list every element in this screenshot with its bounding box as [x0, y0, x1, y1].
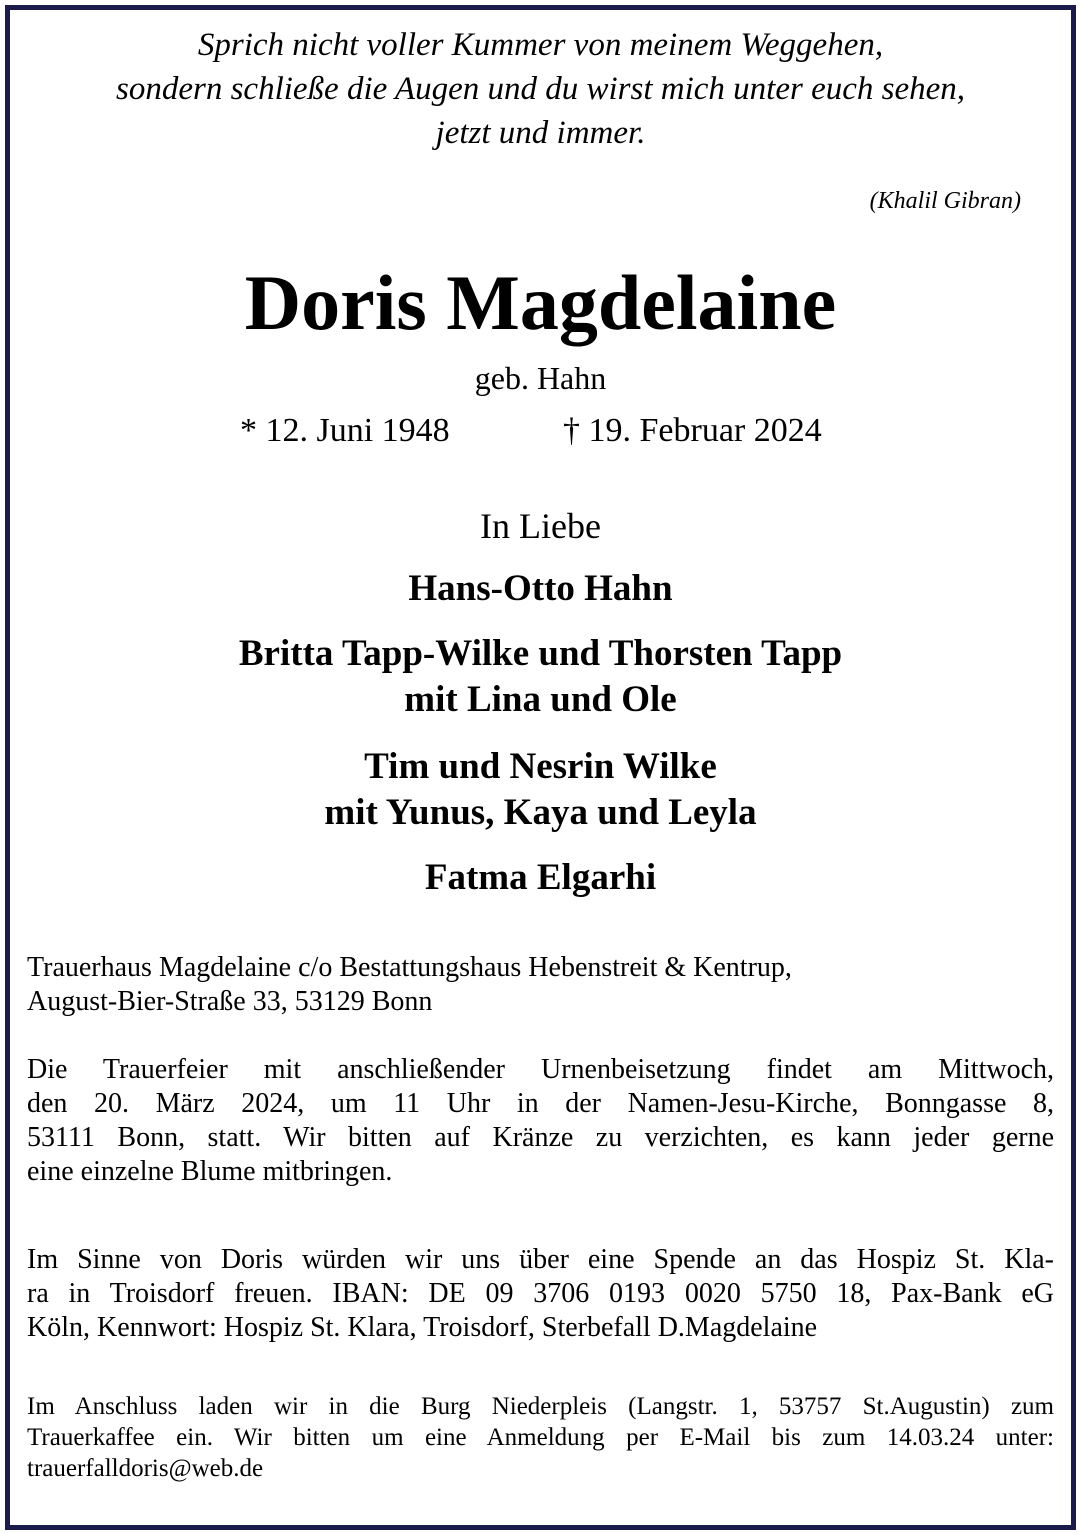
death-date: † 19. Februar 2024	[563, 412, 822, 449]
donation-line: ra in Troisdorf freuen. IBAN: DE 09 3706 0193 0020 5750 18, Pax-Bank eG	[27, 1278, 1054, 1309]
quote-line: sondern schließe die Augen und du wirst mich unter euch sehen,	[116, 71, 965, 107]
birth-date: * 12. Juni 1948	[240, 412, 450, 449]
mourner-line: Fatma Elgarhi	[424, 857, 657, 898]
donation-line: Köln, Kennwort: Hospiz St. Klara, Troisdorf, Sterbefall D.Magdelaine	[27, 1312, 818, 1343]
poem-quote	[0, 23, 1081, 155]
ceremony-line: Die Trauerfeier mit anschließender Urnenbeisetzung findet am Mittwoch,	[27, 1054, 1054, 1085]
mourner-line: Tim und Nesrin Wilke	[364, 746, 717, 787]
coffee-line: Im Anschluss laden wir in die Burg Niederpleis (Langstr. 1, 53757 St.Augustin) zum	[27, 1393, 1054, 1420]
mourner-line: mit Lina und Ole	[404, 679, 677, 720]
donation-line: Im Sinne von Doris würden wir uns über eine Spende an das Hospiz St. Kla-	[27, 1244, 1054, 1275]
quote-line: Sprich nicht voller Kummer von meinem Weggehen,	[197, 27, 884, 63]
coffee-invitation	[27, 1391, 1054, 1484]
coffee-line: Trauerkaffee ein. Wir bitten um eine Anmeldung per E-Mail bis zum 14.03.24 unter:	[27, 1424, 1054, 1451]
quote-line: jetzt und immer.	[435, 115, 646, 151]
mourning-house-address	[27, 951, 1054, 1019]
mourner-group	[0, 631, 1081, 723]
ceremony-line: eine einzelne Blume mitbringen.	[27, 1156, 393, 1187]
donation-paragraph	[27, 1243, 1054, 1345]
quote-author: (Khalil Gibran)	[869, 188, 1021, 214]
ceremony-line: den 20. März 2024, um 11 Uhr in der Namen-Jesu-Kirche, Bonngasse 8,	[27, 1088, 1054, 1119]
mourner-group	[0, 744, 1081, 836]
mourner-group	[0, 566, 1081, 612]
deceased-name: Doris Magdelaine	[244, 259, 837, 346]
mourner-line: mit Yunus, Kaya und Leyla	[324, 792, 757, 833]
address-line: Trauerhaus Magdelaine c/o Bestattungshaus Hebenstreit & Kentrup,	[27, 952, 792, 983]
mourner-group	[0, 855, 1081, 901]
contact-email: trauerfalldoris@web.de	[27, 1455, 264, 1482]
ceremony-paragraph	[27, 1053, 1054, 1189]
ceremony-line: 53111 Bonn, statt. Wir bitten auf Kränze zu verzichten, es kann jeder gerne	[27, 1122, 1054, 1153]
mourner-line: Hans-Otto Hahn	[408, 568, 673, 609]
birth-name: geb. Hahn	[474, 360, 607, 396]
address-line: August-Bier-Straße 33, 53129 Bonn	[27, 986, 433, 1017]
mourner-line: Britta Tapp-Wilke und Thorsten Tapp	[238, 633, 843, 674]
mourners-intro: In Liebe	[480, 506, 601, 546]
